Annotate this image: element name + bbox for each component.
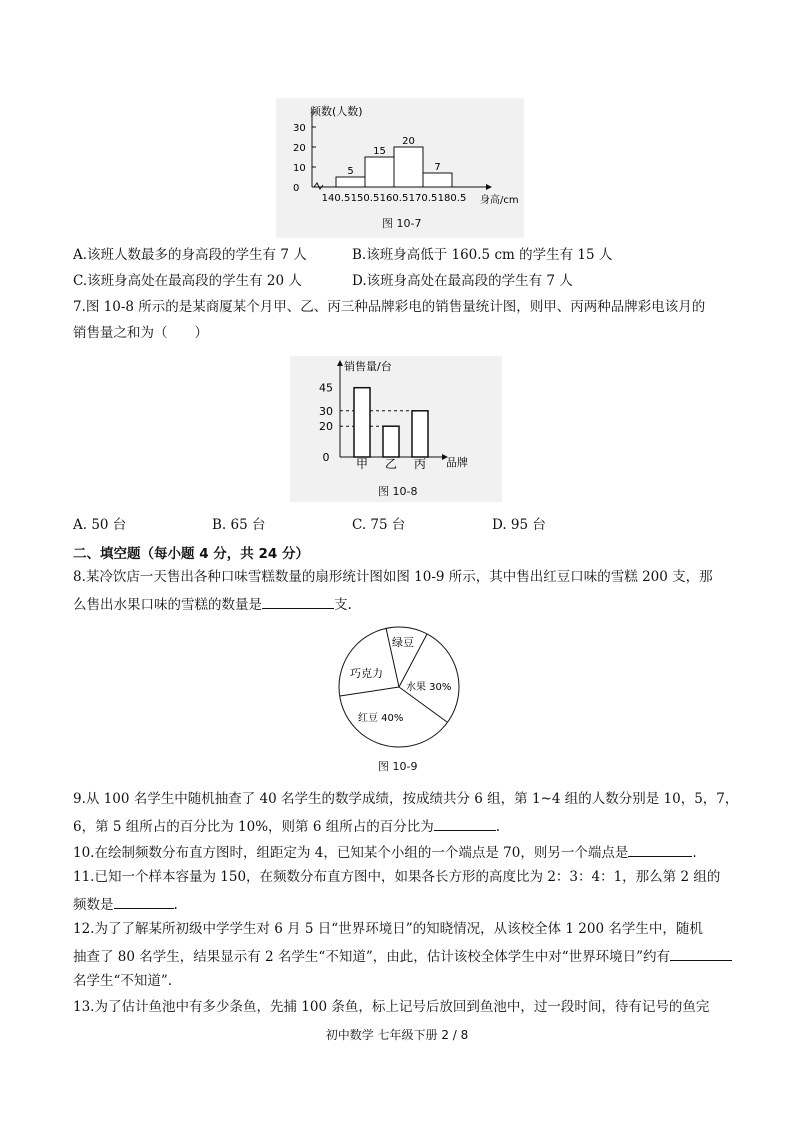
answer-blank[interactable] (628, 842, 692, 857)
question-8-line-1: 8.某冷饮店一天售出各种口味雪糕数量的扇形统计图如图 10-9 所示，其中售出红豆口味的雪糕 200 支，那 (73, 569, 713, 585)
question-12-line-3: 名学生“不知道”. (73, 973, 173, 989)
question-12-line-1: 12.为了了解某所初级中学学生对 6 月 5 日“世界环境日”的知晓情况，从该校全体 1 200 名学生中，随机 (73, 921, 703, 937)
figure-10-8 (290, 356, 502, 502)
axis-break (314, 183, 323, 189)
y-tick-label: 45 (319, 381, 333, 395)
y-tick-label: 30 (319, 404, 333, 418)
question-12-text: 抽查了 80 名学生，结果显示有 2 名学生“不知道”，由此，估计该校全体学生中对“世界环境日”约有 (73, 949, 671, 965)
page-footer: 初中数学 七年级下册 2 / 8 (325, 1028, 469, 1042)
question-11-line-2 (73, 894, 178, 914)
question-10-suffix: . (692, 845, 697, 861)
question-7-line-2: 销售量之和为（ ） (73, 325, 208, 341)
question-11-suffix: . (173, 897, 178, 913)
histogram-chart (276, 98, 524, 216)
y-tick-label: 30 (293, 123, 306, 134)
question-10 (73, 842, 697, 862)
bar-value-label: 7 (434, 162, 441, 173)
question-8-suffix: 支. (334, 597, 352, 613)
histogram-bar (423, 173, 452, 187)
pie-chart (330, 618, 470, 758)
bar-value-label: 5 (347, 166, 354, 177)
answer-blank[interactable] (670, 946, 732, 961)
option-b: B. 65 台 (212, 517, 266, 533)
x-tick-label: 180.5 (437, 193, 467, 204)
section-heading: 二、填空题（每小题 4 分，共 24 分） (73, 546, 309, 562)
question-8-text: 么售出水果口味的雪糕的数量是 (73, 597, 262, 613)
x-tick-label: 160.5 (379, 193, 409, 204)
option-c: C. 75 台 (352, 517, 406, 533)
option-c: C.该班身高处在最高段的学生有 20 人 (73, 273, 302, 289)
y-tick-label: 0 (293, 183, 300, 194)
figure-caption: 图 10-9 (378, 760, 418, 773)
y-tick-label: 20 (319, 420, 333, 434)
x-axis-label: 身高/cm (480, 195, 519, 206)
y-axis-label: 频数(人数) (310, 105, 363, 118)
answer-blank[interactable] (262, 594, 334, 609)
option-d: D. 95 台 (492, 517, 546, 533)
histogram-bar (394, 147, 423, 187)
question-7-line-1: 7.图 10-8 所示的是某商厦某个月甲、乙、丙三种品牌彩电的销售量统计图，则甲、丙两种品牌彩电该月的 (73, 299, 706, 315)
x-axis-arrow (486, 184, 492, 190)
question-8-line-2 (73, 594, 352, 614)
y-tick-label: 0 (322, 451, 330, 464)
question-13-line-1: 13.为了估计鱼池中有多少条鱼，先捕 100 条鱼，标上记号后放回到鱼池中，过一段时间，待有记号的鱼完 (73, 999, 710, 1015)
slice-label: 巧克力 (350, 667, 383, 680)
option-d: D.该班身高处在最高段的学生有 7 人 (352, 273, 573, 289)
x-tick-label: 140.5 (321, 193, 351, 204)
x-tick-label: 乙 (384, 457, 398, 471)
bar (383, 426, 399, 457)
x-axis-label: 品牌 (446, 456, 468, 469)
bar-value-label: 20 (402, 136, 415, 147)
question-11-text: 频数是 (73, 897, 114, 913)
histogram-bar (336, 177, 365, 187)
question-10-text: 10.在绘制频数分布直方图时，组距定为 4，已知某个小组的一个端点是 70，则另一个端点是 (73, 845, 629, 861)
answer-blank[interactable] (434, 816, 496, 831)
bar (354, 388, 370, 457)
option-a: A. 50 台 (73, 517, 127, 533)
y-axis-arrow (337, 360, 343, 366)
option-b: B.该班身高低于 160.5 cm 的学生有 15 人 (352, 247, 613, 263)
y-tick-label: 20 (293, 143, 306, 154)
y-axis-label: 销售量/台 (344, 360, 392, 373)
figure-caption: 图 10-7 (382, 217, 422, 230)
slice-label: 绿豆 (392, 636, 414, 649)
slice-label: 红豆 40% (358, 713, 404, 724)
figure-10-7 (276, 98, 524, 238)
x-tick-label: 150.5 (350, 193, 380, 204)
x-tick-label: 丙 (413, 457, 427, 471)
x-tick-label: 170.5 (408, 193, 438, 204)
bar (412, 411, 428, 457)
question-12-line-2 (73, 946, 732, 966)
histogram-bar (365, 157, 394, 187)
question-9-line-1: 9.从 100 名学生中随机抽查了 40 名学生的数学成绩，按成绩共分 6 组，第 1~4 组的人数分别是 10，5，7， (73, 791, 739, 807)
slice-label: 水果 30% (406, 682, 452, 693)
answer-blank[interactable] (114, 894, 174, 909)
bar-chart (290, 356, 502, 474)
figure-10-9 (330, 618, 470, 778)
option-a: A.该班人数最多的身高段的学生有 7 人 (73, 247, 307, 263)
question-11-line-1: 11.已知一个样本容量为 150，在频数分布直方图中，如果各长方形的高度比为 2：3：4：1，那么第 2 组的 (73, 869, 721, 885)
question-9-text: 6，第 5 组所占的百分比为 10%，则第 6 组所占的百分比为 (73, 819, 434, 835)
question-9-suffix: . (495, 819, 501, 835)
x-tick-label: 甲 (355, 457, 369, 471)
y-tick-label: 10 (293, 163, 306, 174)
bar-value-label: 15 (373, 146, 386, 157)
figure-caption: 图 10-8 (378, 485, 418, 498)
question-9-line-2 (73, 816, 500, 836)
